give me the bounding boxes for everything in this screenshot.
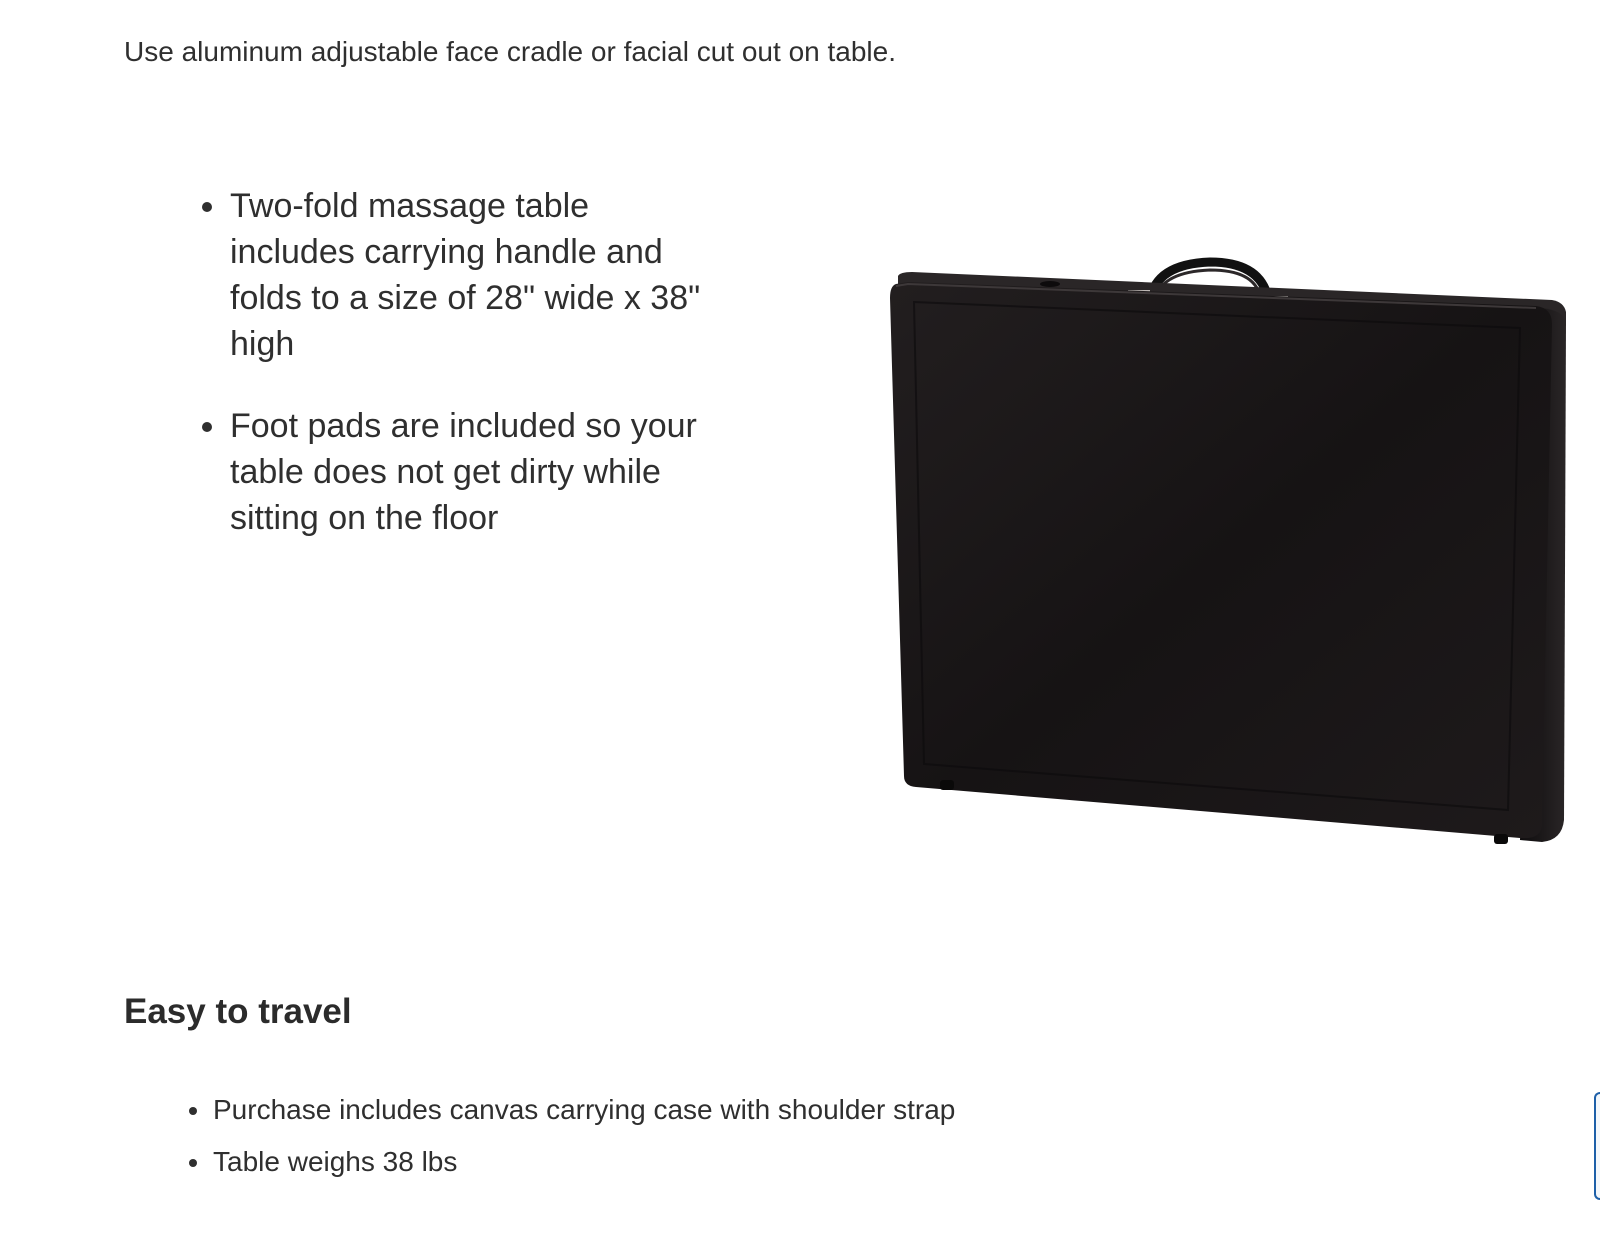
- travel-list: [213, 1084, 955, 1188]
- list-item: Purchase includes canvas carrying case with shoulder strap: [213, 1084, 955, 1136]
- folded-massage-table-image: [880, 250, 1600, 860]
- list-item: Two-fold massage table includes carrying handle and folds to a size of 28" wide x 38" high: [230, 183, 710, 367]
- side-feedback-tab[interactable]: [1594, 1092, 1600, 1200]
- section-heading: Easy to travel: [124, 992, 352, 1031]
- list-item: Table weighs 38 lbs: [213, 1136, 955, 1188]
- intro-text: Use aluminum adjustable face cradle or facial cut out on table.: [124, 36, 896, 67]
- list-item: Foot pads are included so your table does not get dirty while sitting on the floor: [230, 403, 710, 541]
- feature-list: [230, 183, 710, 577]
